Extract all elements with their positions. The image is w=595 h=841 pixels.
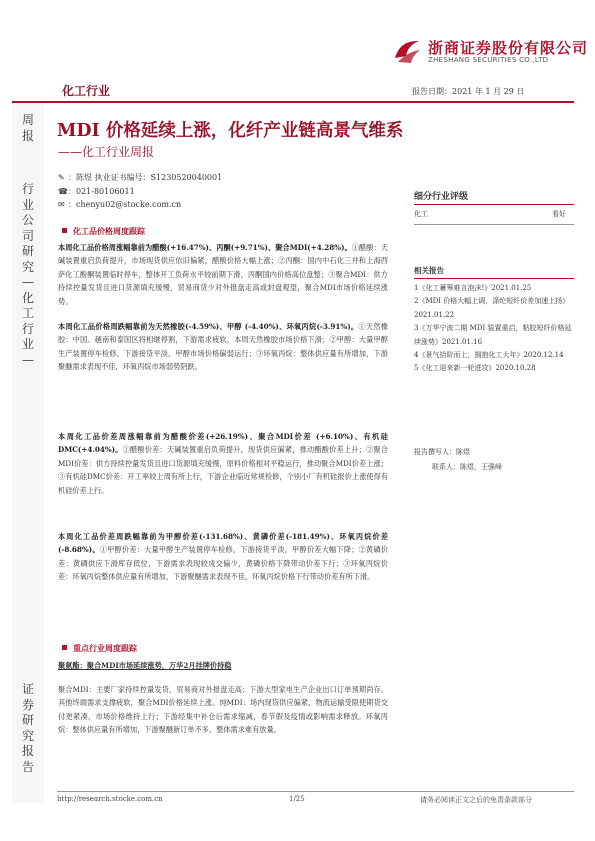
paragraph-spread-down: 本周化工品价差周跌幅靠前为甲醇价差(-131.68%)、黄磷价差(-181.49%)、环氧丙烷价差(-8.68%)。①甲醇价差：大量甲醇生产装置停车检修，下游接货平淡，甲醇价差大幅下降；②黄磷价差：黄磷供应下滑库存低位，下游需求表现较成交偏少，黄磷价格下降带动价差下行；③环氧丙烷价差：环氧丙烷整体供应量有所增加，下游聚醚需求表现不佳，环氧丙烷价格下行带动价差有所下滑。 xyxy=(58,532,388,582)
analyst-phone: ☎：021-80106011 xyxy=(58,187,135,196)
related-report-item[interactable]: 5《化工迎来新一轮进攻》2020.10.28 xyxy=(414,364,536,373)
report-writer: 报告撰写人：陈煜 xyxy=(414,448,470,456)
side-tag-securities: 证券研究报告 xyxy=(21,682,34,774)
related-report-item[interactable]: 4《景气拾阶而上，拥抱化工大年》2020.12.14 xyxy=(414,351,564,360)
company-name-en: ZHESHANG SECURITIES CO.,LTD xyxy=(428,56,549,64)
related-reports-list xyxy=(414,282,576,376)
related-divider xyxy=(414,278,574,279)
paragraph-price-down: 本周化工品价格周跌幅靠前为天然橡胶(-4.59%)、甲醇 (-4.40%)、环氧丙烷(-3.91%)。①天然橡胶：中国、越南和泰国区将相继停割，下游需求疲软，本周天然橡胶市场价格下滑；②甲醇：大量甲醇生产装置停车检修，下游接货平淡，甲醇市场价格偏弱运行；③环氧丙烷：整体供应量有所增加，下游聚醚需求表现不佳，环氧丙烷市场弱势阴跌。 xyxy=(58,322,388,372)
analyst-name: ✎ ：陈煜 执业证书编号：S1230520040001 xyxy=(58,173,223,182)
subsection-heading-polyurethane: 聚氨酯：聚合MDI市场延续涨势，万华2月挂牌价持稳 xyxy=(58,661,232,670)
side-tag-research: 行业公司研究—化工行业— xyxy=(21,182,34,367)
rating-value: 看好 xyxy=(552,210,566,218)
industry-label: 化工行业 xyxy=(62,84,111,98)
report-subtitle: ——化工行业周报 xyxy=(58,145,155,159)
section-heading-industry: 重点行业周度跟踪 xyxy=(62,643,137,654)
footer-divider xyxy=(57,791,574,792)
rating-bottom-divider xyxy=(414,224,574,225)
related-report-item[interactable]: 3《万华宁波二期 MDI 装置重启，粘胶短纤价格延续涨势》2021.01.16 xyxy=(414,324,572,346)
company-name-cn: 浙商证券股份有限公司 xyxy=(428,39,589,57)
company-logo-icon xyxy=(392,36,422,66)
rating-title: 细分行业评级 xyxy=(414,192,469,202)
rating-industry: 化工 xyxy=(414,210,428,218)
header-divider xyxy=(12,101,574,103)
paragraph-spread-up: 本周化工品价差周涨幅靠前为醋酸价差(+26.19%)、聚合MDI价差 (+6.10%)、有机硅DMC(+4.04%)。①醋酸价差：天碱装置重启负荷提升，现货供应偏紧，推动醋酸价差上升；②聚合MDI价差：供方持续控量发货且进口货源填充缓慢，原料价格相对平稳运行，推动聚合MDI价差上涨；③有机硅DMC价差：开工率较上周有所上行，下游企业临近常规检修，个别小厂有机硅报价上涨使得有机硅价差上行。 xyxy=(58,432,388,495)
rating-divider xyxy=(414,204,574,205)
footer-page-number: 1/25 xyxy=(289,795,305,803)
phone-icon: ☎ xyxy=(58,187,68,196)
side-tag-weekly: 周报 xyxy=(21,113,34,143)
email-icon: ✉ xyxy=(58,200,65,209)
related-reports-title: 相关报告 xyxy=(414,266,444,275)
bullet-square-icon xyxy=(62,228,67,233)
related-report-item[interactable]: 1《化工蓄筹难言泡沫!》2021.01.25 xyxy=(414,284,532,292)
related-report-item[interactable]: 2《MDI 价格大幅上调，涤纶短纤价差加速上扬》2021.01.22 xyxy=(414,297,570,319)
report-title: MDI 价格延续上涨，化纤产业链高景气维系 xyxy=(57,121,404,141)
bullet-square-icon xyxy=(62,645,67,650)
pen-icon: ✎ xyxy=(58,173,65,182)
report-contacts: 联系人：陈煜，王强峰 xyxy=(432,463,502,471)
footer-url[interactable]: http://research.stocke.com.cn xyxy=(57,795,163,803)
paragraph-price-up: 本周化工品价格周涨幅靠前为醋酸(+16.47%)、丙酮(+9.71%)、聚合MDI(+4.28%)。①醋酸：天碱装置重启负荷提升，市场现货供应依旧偏紧，醋酸价格大幅上涨；②丙酮：国内中石化三井和上海西萨化工酚酮装置临时停车，整体开工负荷水平较前期下滑，丙酮国内价格高位盘整；③聚合MDI：供方持续控量发货且进口货源填充缓慢，贸易商货少对外报盘走高或封盘观望，聚合MDI市场价格延续涨势。 xyxy=(58,243,388,306)
footer-disclaimer: 请务必阅读正文之后的免责条款部分 xyxy=(420,796,532,804)
report-date: 报告日期：2021 年 1 月 29 日 xyxy=(412,87,525,96)
analyst-email[interactable]: ✉ ：chenyu02@stocke.com.cn xyxy=(58,200,182,209)
paragraph-polyurethane: 聚合MDI：主要厂家持续控量发货，贸易商对外报盘走高；下游大型家电生产企业出口订单预期尚存，其他终端需求支撑疲软，聚合MDI价格延续上涨。纯MDI：场内现货供应偏紧，物流运输受限使期货交付更紧凑，市场价格维持上行；下游经集中补仓后需求缩减，春节假及疫情或影响需求释放。环氧丙烷：整体供应量有所增加，下游聚醚新订单不多，整体需求难有放量。 xyxy=(58,685,388,735)
section-heading-price: 化工品价格周度跟踪 xyxy=(62,226,145,237)
